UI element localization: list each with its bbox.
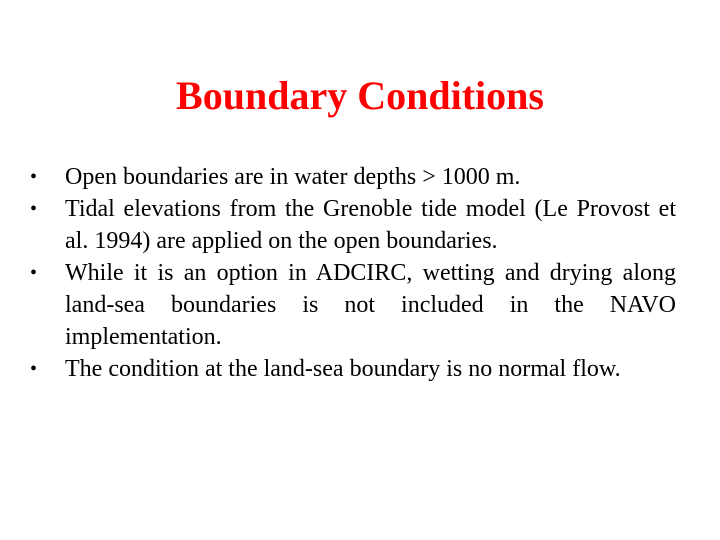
bullet-icon: • <box>30 198 38 220</box>
slide-title: Boundary Conditions <box>176 73 544 118</box>
bullet-item-open-boundaries <box>30 161 676 193</box>
bullet-item-land-sea-condition <box>30 353 676 385</box>
bullet-list <box>30 161 676 385</box>
bullet-text: Open boundaries are in water depths > 1000 m. <box>65 164 521 190</box>
bullet-item-wetting-drying <box>30 257 676 353</box>
bullet-icon: • <box>30 358 38 380</box>
bullet-item-tidal-elevations <box>30 193 676 257</box>
bullet-text: While it is an option in ADCIRC, wetting and drying along land-sea boundaries is not included in the NAVO implementation. <box>65 260 676 350</box>
bullet-icon: • <box>30 166 38 188</box>
bullet-text: Tidal elevations from the Grenoble tide model (Le Provost et al. 1994) are applied on the open boundaries. <box>65 196 676 254</box>
bullet-icon: • <box>30 262 38 284</box>
bullet-text: The condition at the land-sea boundary is no normal flow. <box>65 356 621 382</box>
